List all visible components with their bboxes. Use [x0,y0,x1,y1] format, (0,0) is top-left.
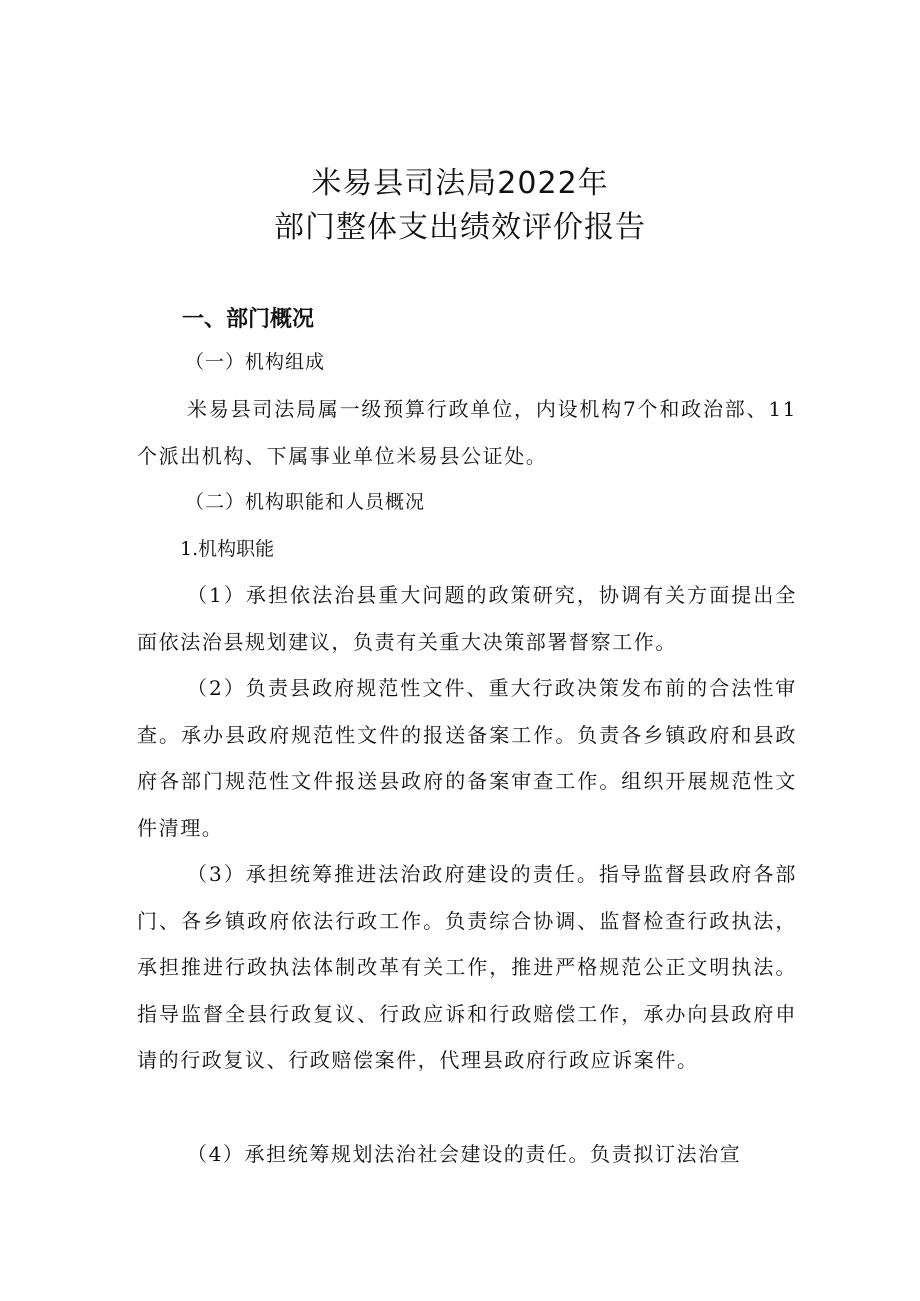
document-title-line-1: 米易县司法局2022年 [311,166,609,201]
subsection-heading-functions-staff: （二）机构职能和人员概况 [185,491,426,513]
item-heading-functions: 1.机构职能 [180,538,275,560]
subsection-heading-organization: （一）机构组成 [185,351,326,373]
paragraph-duty-3: （3）承担统筹推进法治政府建设的责任。指导监督县政府各部门、各乡镇政府依法行政工作。负责综合协调、监督检查行政执法，承担推进行政执法体制改革有关工作，推进严格规范公正文明执法。指导监督全县行政复议、行政应诉和行政赔偿工作，承办向县政府申请的行政复议、行政赔偿案件，代理县政府行政应诉案件。 [137,862,797,1072]
paragraph-duty-4: （4）承担统筹规划法治社会建设的责任。负责拟订法治宣 [187,1142,742,1166]
document-title-line-2: 部门整体支出绩效评价报告 [274,210,646,245]
section-heading-department-overview: 一、部门概况 [182,307,315,332]
paragraph-organization: 米易县司法局属一级预算行政单位，内设机构7个和政治部、11个派出机构、下属事业单位米易县公证处。 [137,397,797,468]
paragraph-duty-2: （2）负责县政府规范性文件、重大行政决策发布前的合法性审查。承办县政府规范性文件的报送备案工作。负责各乡镇政府和县政府各部门规范性文件报送县政府的备案审查工作。组织开展规范性文件清理。 [137,676,797,840]
paragraph-duty-1: （1）承担依法治县重大问题的政策研究，协调有关方面提出全面依法治县规划建议，负责有关重大决策部署督察工作。 [137,583,797,654]
